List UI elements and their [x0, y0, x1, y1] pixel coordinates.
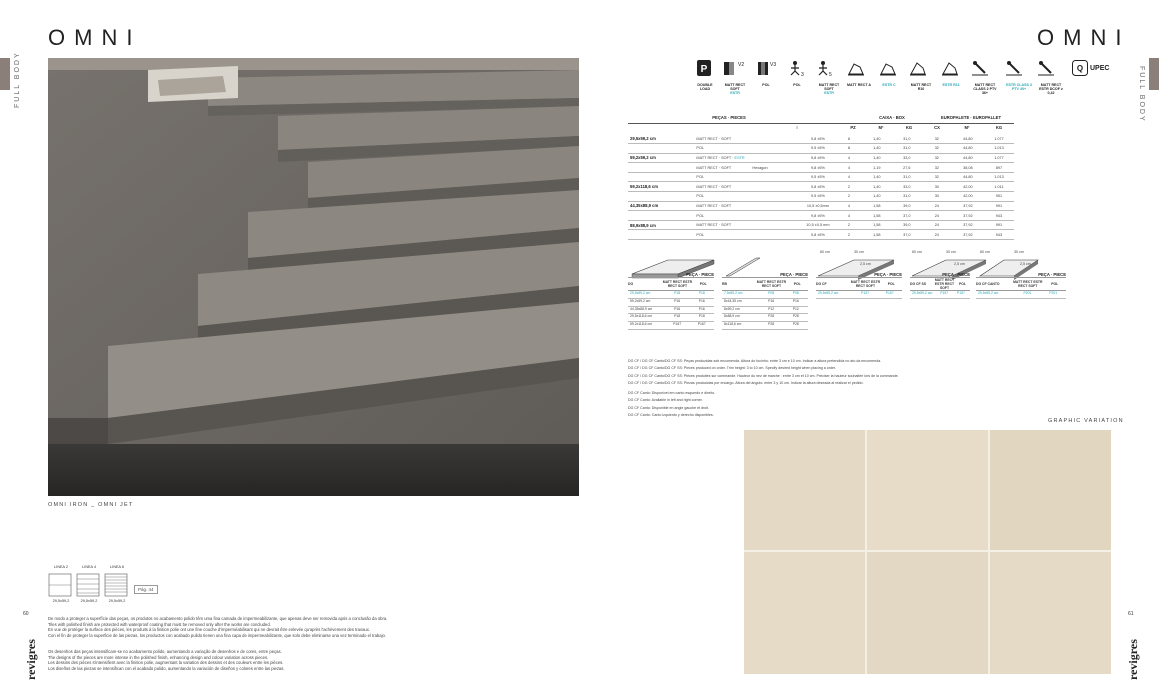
spec-sub-cx: CX	[934, 125, 940, 130]
spec-cell-kgb: 991	[984, 220, 1014, 230]
spec-cell-extra	[750, 144, 799, 154]
spec-cell-pz: 8	[836, 134, 862, 144]
side-tab-left	[0, 58, 10, 90]
dim-label: 60 cm	[820, 250, 830, 254]
brand-logo-left: revigres	[24, 639, 38, 680]
linea-6-label: LINEA 6	[110, 565, 124, 569]
svg-text:V3: V3	[770, 62, 777, 68]
spec-cell-thick: 10,5 ±0,5mm	[800, 201, 836, 211]
spec-cell-m2b: 44,80	[952, 134, 984, 144]
piece-code: DG CF SS	[910, 282, 927, 286]
spec-sub-m2: M²	[878, 125, 884, 130]
piece-size: 8x44,35 cm	[724, 298, 742, 303]
piece-ref-pol: P28	[792, 322, 799, 327]
finish-notes	[48, 616, 518, 638]
piece-finish: MATT RECT ESTR RECT SOFT	[1013, 280, 1043, 288]
spec-cell-size	[628, 144, 694, 154]
side-label-left: FULL BODY	[14, 51, 21, 108]
spec-cell-finish: MATT RECT · SOFT	[694, 182, 750, 192]
piece-row	[628, 314, 714, 322]
stairs-photo	[48, 58, 579, 496]
spec-cell-m2b: 37,92	[952, 220, 984, 230]
spec-row	[628, 134, 1014, 144]
piece-ref: P157	[861, 291, 870, 295]
spec-cell-kg: 33,0	[892, 182, 922, 192]
design-note-en: The designs of the pieces are more intense in the polished finish, enhancing design and colour variation across pieces.	[48, 654, 269, 660]
order-notes	[628, 358, 1048, 387]
spec-cell-size	[628, 163, 694, 173]
spec-cell-thick: 9,8 ±5%	[800, 230, 836, 240]
spec-cell-kgb: 1.013	[984, 172, 1014, 182]
double-load-icon: P DOUBLE LOAD	[694, 58, 716, 91]
spec-cell-pz: 4	[836, 153, 862, 163]
piece-table-5	[976, 272, 1066, 299]
matt-rect-a-icon: MATT RECT A	[846, 58, 872, 87]
linea-2-size: 29,5x59,2	[52, 599, 70, 603]
spec-cell-pz: 8	[836, 144, 862, 154]
spec-cell-kg: 31,0	[892, 172, 922, 182]
spec-cell-size: 88,9x88,9 cm	[628, 220, 694, 230]
piece-row	[628, 322, 714, 330]
spec-sub-kgb: KG	[995, 125, 1003, 130]
dim-label: 60 cm	[912, 250, 922, 254]
piece-finish: MATT RECT ESTR RECT SOFT	[850, 280, 881, 288]
piece-finish: MATT RECT ESTR RECT SOFT	[756, 280, 787, 288]
note-pt: De modo a proteger a superfície das peças, os produtos no acabamento polido têm uma fina camada de impermeabilizante, que apenas deve ser removida após a conclusão da obra.	[48, 616, 388, 621]
spec-cell-kg: 33,0	[892, 153, 922, 163]
spec-sub-kg: KG	[905, 125, 913, 130]
spec-cell-cx: 24	[922, 230, 952, 240]
spec-cell-pz: 4	[836, 211, 862, 221]
design-note-es: Los diseños de las piezas se intensifican con el acabado pulido, aumentando la variación de diseños y colores entre las piezas.	[48, 665, 285, 671]
spec-cell-m2: 1,19	[862, 163, 892, 173]
spec-cell-m2: 1,58	[862, 201, 892, 211]
spec-cell-thick: 9,5 ±5%	[800, 172, 836, 182]
spec-cell-cx: 32	[922, 172, 952, 182]
spec-sub-pz: PZ	[850, 125, 856, 130]
linea-patterns	[48, 573, 132, 597]
spec-row	[628, 211, 1014, 221]
canto-note-fr: DG CF Canto: Disponible en angle gauche et droit.	[628, 405, 710, 410]
piece-pol: POL	[699, 282, 707, 286]
piece-ref: P18	[674, 291, 681, 295]
order-note-es: DG CF / DG CF Canto/DG CF SS: Piezas producidas por encargo. Altura del ángulo: entre 3 y 10 cm. Indicar la altura deseada al realizar el pedido.	[628, 380, 864, 385]
piece-size: 29,5x59,2 cm	[978, 291, 999, 295]
piece-title: PEÇA · PIECE	[686, 272, 714, 277]
spec-cell-extra: Hexagon	[750, 163, 799, 173]
spec-cell-kg: 39,0	[892, 220, 922, 230]
piece-size: 44,35x88,9 cm	[630, 306, 653, 311]
piece-ref-pol: P167	[697, 322, 706, 327]
graphic-variation-grid	[744, 430, 1111, 674]
spec-cell-m2: 1,58	[862, 230, 892, 240]
spec-cell-m2: 1,40	[862, 172, 892, 182]
spec-cell-extra	[750, 220, 799, 230]
design-note-fr: Les dessins des pièces s'intensifient avec la finition polie, augmentant la variation des dessins et des couleurs entre les pièces.	[48, 660, 284, 666]
piece-size: 59,2x118,6 cm	[630, 322, 652, 327]
piece-row	[910, 291, 970, 299]
linea-4-label: LINEA 4	[82, 565, 96, 569]
spec-cell-thick: 9,8 ±5%	[800, 153, 836, 163]
spec-row	[628, 144, 1014, 154]
spec-cell-extra	[750, 182, 799, 192]
spec-cell-finish: MATT RECT · SOFT	[694, 163, 750, 173]
piece-ref: P167	[673, 322, 682, 327]
piece-ref: P08	[768, 291, 775, 295]
spec-cell-kgb: 897	[984, 163, 1014, 173]
dim-label: 2,5 cm	[954, 262, 965, 266]
spec-cell-size	[628, 211, 694, 221]
piece-row	[722, 299, 808, 307]
spec-row	[628, 192, 1014, 202]
pol-v3-icon: V3 POL	[754, 58, 778, 87]
piece-ref: P18	[674, 314, 681, 319]
piece-ref: P16	[674, 306, 681, 311]
estr-c-icon: ESTR C	[878, 58, 900, 87]
matt-rect-soft-r5-icon: 5 MATT RECT SOFT ESTR	[814, 58, 844, 96]
piece-size: 7,5x59,2 cm	[724, 291, 743, 295]
piece-size: 8x88,9 cm	[724, 314, 740, 319]
piece-ref: P28	[768, 314, 775, 319]
piece-ref-pol: P28	[792, 314, 799, 319]
svg-text:5: 5	[829, 72, 832, 78]
design-notes	[48, 649, 518, 671]
piece-ref-pol: P157	[957, 291, 965, 295]
spec-cell-thick: 9,8 ±5%	[800, 211, 836, 221]
spec-cell-kg: 31,0	[892, 144, 922, 154]
spec-row	[628, 230, 1014, 240]
tile-swatch	[867, 430, 988, 550]
graphic-variation-title: GRAPHIC VARIATION	[1048, 418, 1124, 424]
linea-2-label: LINEA 2	[54, 565, 68, 569]
spec-cell-pz: 2	[836, 182, 862, 192]
spec-cell-cx: 24	[922, 201, 952, 211]
spec-cell-finish: MATT RECT · SOFT · ESTR	[694, 153, 750, 163]
spec-cell-kg: 37,0	[892, 211, 922, 221]
canto-note-pt: DG CF Canto: Disponível em canto esquerdo e direito.	[628, 391, 716, 395]
piece-ref-pol: P201	[1049, 291, 1058, 295]
spec-row	[628, 201, 1014, 211]
spec-cell-m2b: 38,08	[952, 163, 984, 173]
piece-ref-pol: P08	[792, 291, 799, 295]
brand-title-right: OMNI	[1037, 25, 1131, 50]
matt-rect-class2-icon: MATT RECT CLASS 2 PTV 36+	[970, 58, 1000, 96]
spec-cell-m2b: 44,80	[952, 153, 984, 163]
spec-header-pallet: EUROPALETE · EUROPALLET	[940, 115, 1002, 120]
piece-row	[722, 322, 808, 330]
spec-cell-pz: 4	[836, 163, 862, 173]
spec-cell-finish: MATT RECT · SOFT	[694, 220, 750, 230]
design-note-pt: Os desenhos das peças intensificam-se no acabamento polido, aumentando a variação de desenhos e de cores, entre peças.	[48, 649, 282, 654]
spec-cell-extra	[750, 230, 799, 240]
piece-code: DG CF	[816, 282, 827, 286]
piece-size: 29,5x59,2 cm	[818, 291, 839, 295]
spec-cell-m2b: 37,92	[952, 201, 984, 211]
spec-cell-extra	[750, 153, 799, 163]
piece-size: 59,2x59,2 cm	[630, 298, 651, 303]
estr-r11-icon: ESTR R11	[940, 58, 962, 87]
spec-cell-pz: 2	[836, 192, 862, 202]
piece-table-3	[816, 272, 902, 299]
piece-title: PEÇA · PIECE	[942, 272, 970, 277]
page-reference: Pág. 44	[134, 585, 158, 594]
piece-row	[628, 307, 714, 315]
spec-row	[628, 153, 1014, 163]
spec-cell-cx: 24	[922, 211, 952, 221]
piece-table-4	[910, 272, 970, 299]
piece-title: PEÇA · PIECE	[780, 272, 808, 277]
spec-cell-extra	[750, 201, 799, 211]
spec-cell-thick: 9,5 ±5%	[800, 192, 836, 202]
dim-label: 2,5 cm	[860, 262, 871, 266]
spec-cell-size	[628, 192, 694, 202]
spec-cell-cx: 32	[922, 153, 952, 163]
spec-cell-m2: 1,58	[862, 220, 892, 230]
spec-cell-m2b: 44,80	[952, 172, 984, 182]
spec-cell-m2: 1,58	[862, 211, 892, 221]
spec-cell-size: 59,2x118,6 cm	[628, 182, 694, 192]
piece-row	[722, 307, 808, 315]
spec-cell-m2: 1,40	[862, 153, 892, 163]
piece-size: 29,5x118,6 cm	[630, 314, 652, 319]
spec-cell-cx: 32	[922, 163, 952, 173]
canto-note-es: DG CF Canto: Canto izquierdo y derecho disponibles.	[628, 412, 714, 417]
spec-cell-extra	[750, 134, 799, 144]
spec-cell-cx: 24	[922, 220, 952, 230]
piece-ref: P12	[768, 306, 775, 311]
piece-pol: POL	[887, 282, 895, 286]
side-tab-right	[1149, 58, 1159, 90]
spec-cell-finish: MATT RECT · SOFT	[694, 201, 750, 211]
spec-cell-pz: 4	[836, 172, 862, 182]
spec-cell-cx: 30	[922, 192, 952, 202]
spec-cell-thick: 10,5 ±0,5 mm	[800, 220, 836, 230]
spec-cell-size: 59,2x59,2 cm	[628, 153, 694, 163]
spec-cell-extra	[750, 172, 799, 182]
piece-code: DG CF CANTO	[976, 282, 1000, 286]
spec-cell-pz: 4	[836, 201, 862, 211]
piece-size: 29,5x59,2 cm	[630, 291, 651, 295]
spec-cell-kgb: 991	[984, 201, 1014, 211]
note-en: Tiles with polished finish are protected with waterproof coating that must be removed only after the works are concluded.	[48, 621, 271, 627]
piece-code: RB	[722, 282, 727, 286]
canto-note-en: DG CF Canto: Available in left and right corner.	[628, 398, 703, 403]
piece-ref-pol: P157	[885, 291, 894, 295]
order-note-fr: DG CF / DG CF Canto/DG CF SS: Pièces produites sur commande. Hauteur du nez de marche : entre 3 cm et 10 cm. Préciser la hauteur souhaitée lors de la commande.	[628, 373, 899, 378]
spec-cell-size	[628, 172, 694, 182]
spec-cell-extra	[750, 192, 799, 202]
spec-cell-size: 44,35x88,9 cm	[628, 201, 694, 211]
dim-label: 2,5 cm	[1020, 262, 1031, 266]
spec-cell-thick: 9,8 ±5%	[800, 163, 836, 173]
spec-cell-finish: POL	[694, 230, 750, 240]
spec-cell-finish: POL	[694, 192, 750, 202]
spec-cell-kg: 39,0	[892, 201, 922, 211]
spec-row	[628, 172, 1014, 182]
spec-cell-kgb: 1.013	[984, 144, 1014, 154]
linea-6-size: 29,5x59,2	[108, 599, 126, 603]
brand-logo-right: revigres	[1126, 639, 1140, 680]
piece-row	[628, 299, 714, 307]
side-label-right: FULL BODY	[1138, 66, 1145, 123]
spec-header-box: CAIXA · BOX	[879, 115, 905, 120]
note-fr: En vue de protéger la surface des pièces, les produits à la finition polie ont une fine couche d'imperméabilisant qui ne devrait être enlevée qu'après l'achèvement des travaux.	[48, 627, 371, 633]
piece-ref: P28	[768, 322, 775, 327]
spec-header-pieces: PEÇAS · PIECES	[712, 115, 746, 120]
spec-cell-m2: 1,40	[862, 182, 892, 192]
spec-cell-m2: 1,40	[862, 192, 892, 202]
piece-ref-pol: P16	[792, 298, 799, 303]
spec-cell-kgb: 943	[984, 230, 1014, 240]
spec-cell-kg: 31,0	[892, 192, 922, 202]
dim-label: 60 cm	[980, 250, 990, 254]
spec-cell-kgb: 1.077	[984, 134, 1014, 144]
spec-cell-size	[628, 230, 694, 240]
piece-row	[722, 314, 808, 322]
canto-notes	[628, 390, 928, 419]
tile-swatch	[867, 552, 988, 674]
spec-row	[628, 182, 1014, 192]
matt-rect-soft-v2-icon: V2 MATT RECT SOFT ESTR	[724, 62, 746, 96]
piece-table-1	[628, 272, 714, 330]
spec-rows	[628, 134, 1014, 240]
piece-row	[628, 291, 714, 299]
svg-text:V2: V2	[738, 62, 745, 68]
dim-label: 30 cm	[854, 250, 864, 254]
stairs-illustration	[48, 58, 579, 496]
matt-rect-dcof-icon: MATT RECT ESTR DCOF ≥ 0,42	[1036, 58, 1066, 96]
piece-table-2	[722, 272, 808, 330]
page-number-left: 60	[23, 611, 29, 617]
tile-swatch	[990, 552, 1111, 674]
page-number-right: 61	[1128, 611, 1134, 617]
pol-r3-icon: 3 POL	[786, 58, 808, 87]
spec-cell-pz: 2	[836, 220, 862, 230]
piece-ref-pol: P18	[698, 314, 705, 319]
piece-ref: P201	[1023, 291, 1032, 295]
spec-cell-kg: 37,0	[892, 230, 922, 240]
piece-finish: MATT RECT ESTR RECT SOFT	[662, 280, 693, 288]
spec-cell-m2b: 37,92	[952, 230, 984, 240]
piece-ref-pol: P18	[698, 291, 705, 295]
spec-cell-kgb: 951	[984, 192, 1014, 202]
spec-row	[628, 220, 1014, 230]
spec-cell-m2b: 37,92	[952, 211, 984, 221]
piece-ref-pol: P12	[792, 306, 799, 311]
spec-cell-extra	[750, 211, 799, 221]
tile-swatch	[744, 430, 865, 550]
svg-text:3: 3	[801, 72, 804, 78]
piece-size: 29,5x59,2 cm	[912, 291, 933, 295]
piece-row	[816, 291, 902, 299]
piece-size: 8x59,2 cm	[724, 306, 740, 311]
piece-code: DG	[628, 282, 634, 286]
piece-title: PEÇA · PIECE	[874, 272, 902, 277]
order-note-en: DG CF / DG CF Canto/DG CF SS: Pieces produced on order. Trim height: 3 to 10 cm. Specify desired height when placing a order.	[628, 366, 836, 371]
piece-pol: POL	[1051, 282, 1059, 286]
thickness-icon: ⫶	[796, 125, 798, 130]
spec-cell-kgb: 943	[984, 211, 1014, 221]
spec-cell-cx: 32	[922, 134, 952, 144]
spec-cell-finish: POL	[694, 211, 750, 221]
piece-ref: P157	[940, 291, 949, 295]
spec-cell-m2b: 44,80	[952, 144, 984, 154]
spec-cell-pz: 2	[836, 230, 862, 240]
dim-label: 30 cm	[1014, 250, 1024, 254]
tile-swatch	[744, 552, 865, 674]
piece-ref-pol: P16	[698, 306, 705, 311]
spec-cell-finish: MATT RECT · SOFT	[694, 134, 750, 144]
piece-pol: POL	[793, 282, 801, 286]
linea-4-size: 29,5x59,2	[80, 599, 98, 603]
tile-swatch	[990, 430, 1111, 550]
piece-ref: P16	[674, 298, 681, 303]
property-icons	[694, 58, 1114, 106]
spec-cell-m2: 1,40	[862, 144, 892, 154]
spec-row	[628, 163, 1014, 173]
piece-row	[722, 291, 808, 299]
spec-cell-m2b: 42,00	[952, 182, 984, 192]
piece-title: PEÇA · PIECE	[1038, 272, 1066, 277]
spec-sub-m2b: M²	[964, 125, 970, 130]
spec-cell-thick: 9,8 ±5%	[800, 182, 836, 192]
spec-cell-m2b: 42,00	[952, 192, 984, 202]
photo-caption: OMNI IRON _ OMNI JET	[48, 502, 134, 508]
spec-cell-m2: 1,40	[862, 134, 892, 144]
brand-title-left: OMNI	[48, 25, 142, 50]
svg-text:Q: Q	[1076, 64, 1084, 73]
svg-text:P: P	[700, 64, 708, 75]
spec-cell-thick: 9,8 ±5%	[800, 134, 836, 144]
piece-size: 8x118,6 cm	[724, 322, 742, 327]
dim-label: 30 cm	[946, 250, 956, 254]
spec-cell-kgb: 1.077	[984, 153, 1014, 163]
spec-cell-cx: 32	[922, 144, 952, 154]
spec-cell-cx: 30	[922, 182, 952, 192]
piece-row	[976, 291, 1066, 299]
matt-rect-r10-icon: MATT RECT R10	[908, 58, 934, 91]
piece-pol: POL	[959, 282, 966, 286]
piece-ref-pol: P16	[698, 298, 705, 303]
estr-class3-icon: ESTR CLASS 3 PTV 40+	[1004, 58, 1034, 91]
note-es: Con el fin de proteger la superficie de las piezas, los productos con acabado pulido tienen una fina capa de impermeabilizante, que solo debe eliminarse una vez terminado el trabajo.	[48, 632, 387, 638]
spec-cell-kgb: 1.011	[984, 182, 1014, 192]
piece-finish: MATT RECT ESTR RECT SOFT	[934, 278, 955, 290]
piece-ref: P16	[768, 298, 775, 303]
spec-cell-finish: POL	[694, 144, 750, 154]
order-note-pt: DG CF / DG CF Canto/DG CF SS: Peças produzidas sob encomenda. Altura do focinho: entre 3 cm e 10 cm. Indicar a altura pretendida no ato da encomenda.	[628, 359, 882, 363]
spec-cell-finish: POL	[694, 172, 750, 182]
spec-cell-kg: 31,0	[892, 134, 922, 144]
upec-logo-icon: Q UPEC	[1072, 60, 1112, 76]
spec-cell-kg: 27,6	[892, 163, 922, 173]
spec-cell-size: 29,5x59,2 cm	[628, 134, 694, 144]
spec-cell-thick: 9,5 ±5%	[800, 144, 836, 154]
